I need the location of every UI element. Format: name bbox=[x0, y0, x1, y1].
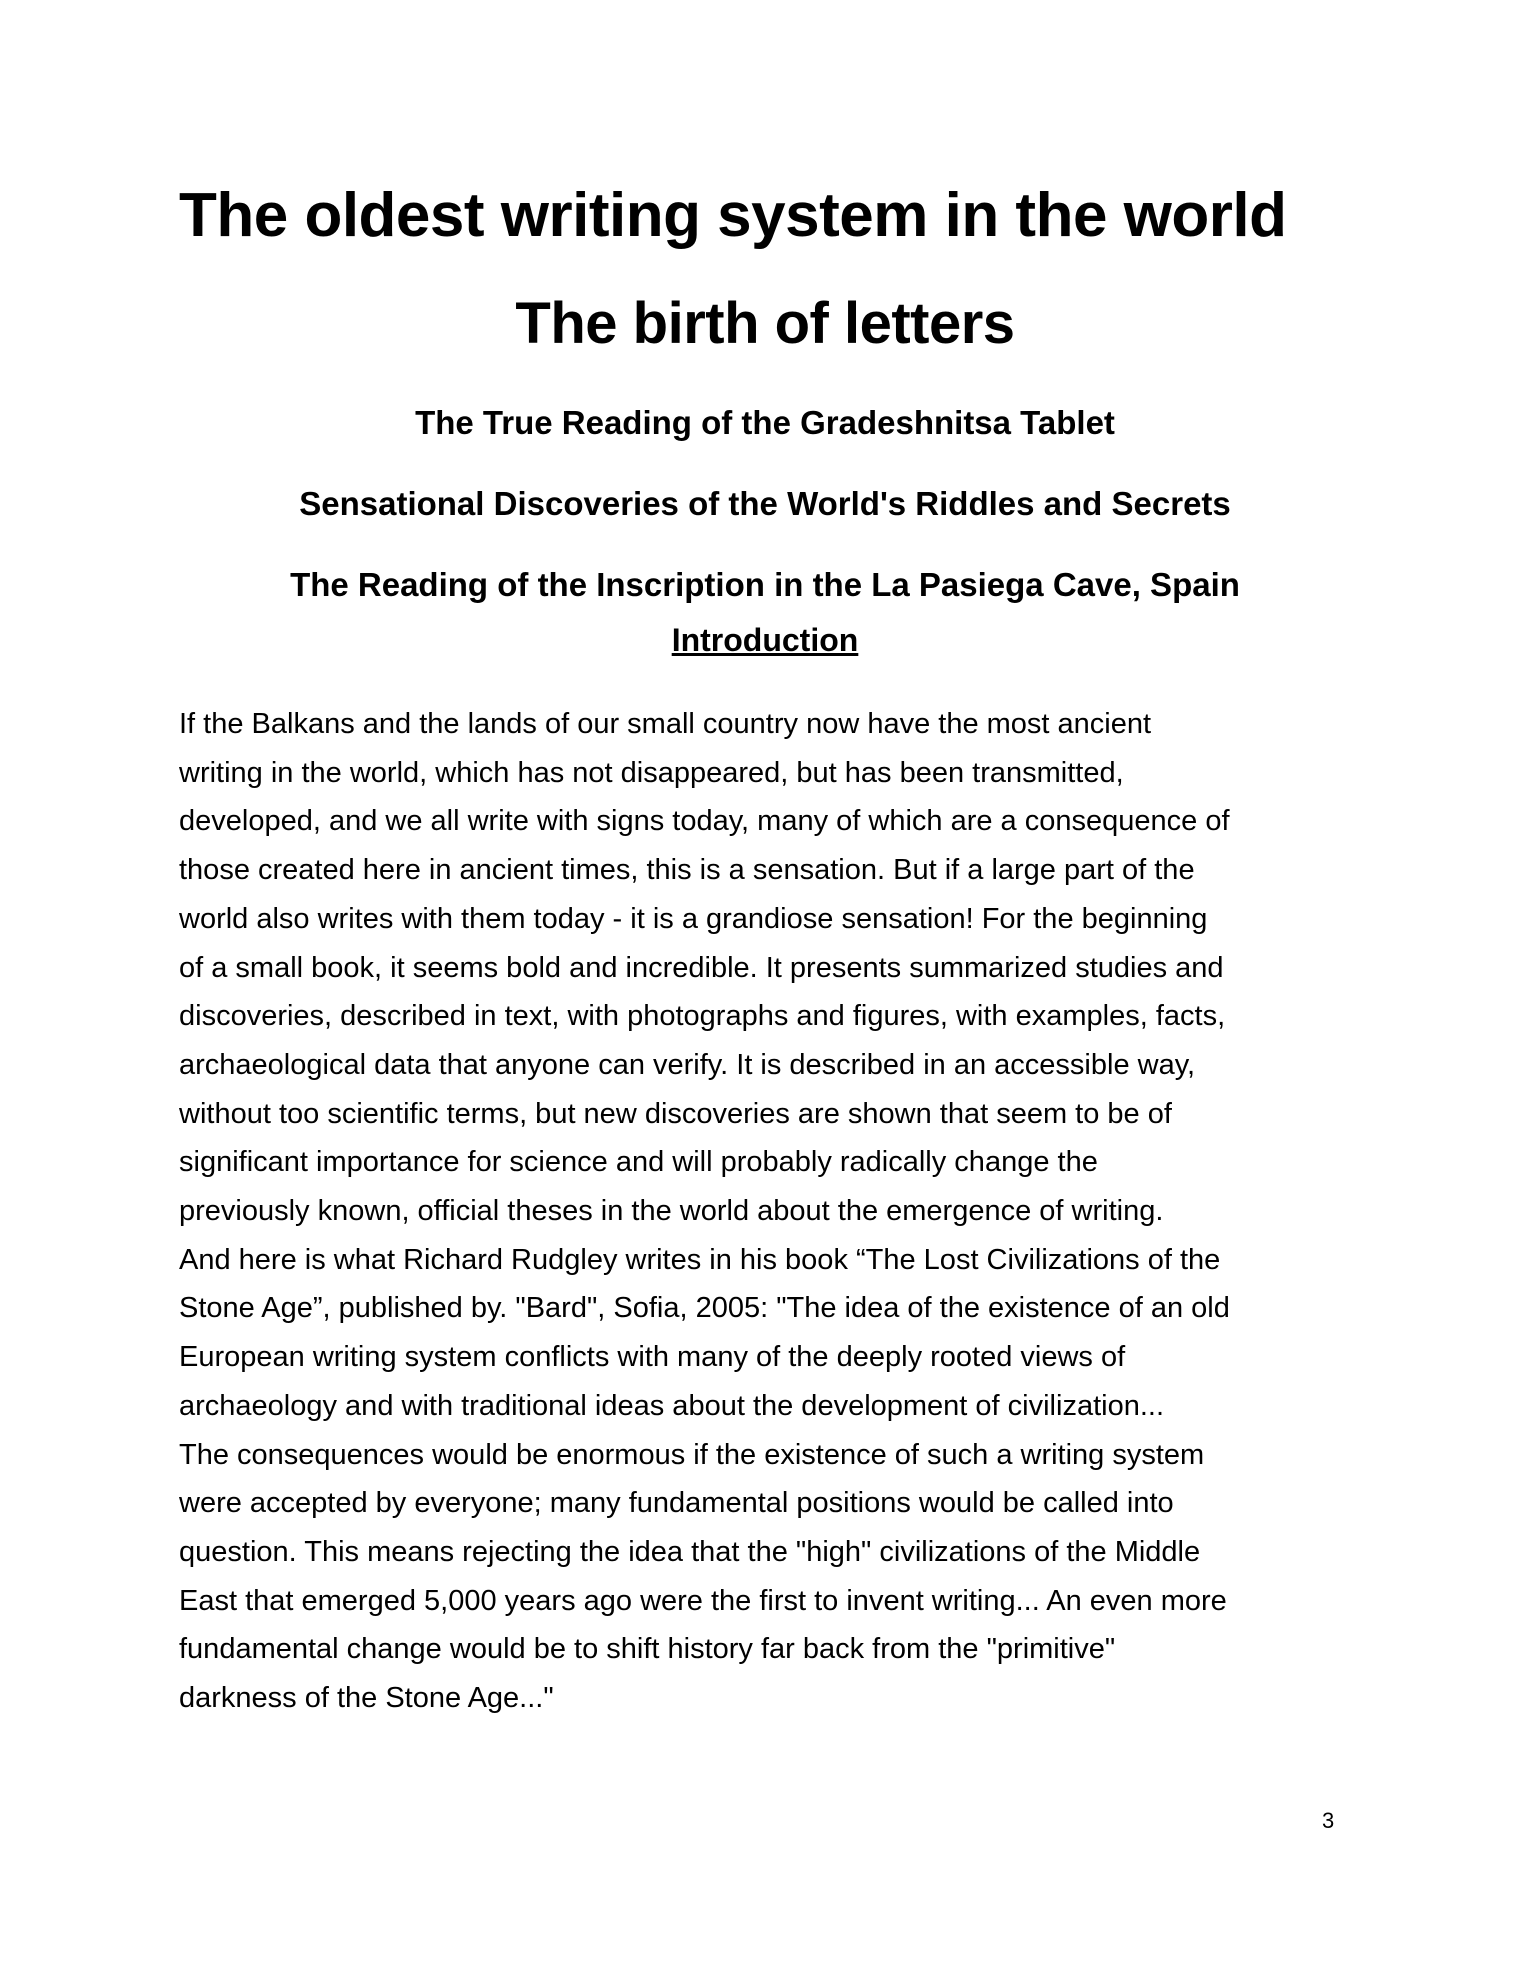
body-line: European writing system conflicts with many of the deeply rooted views of bbox=[179, 1341, 1126, 1374]
document-subtitle: The birth of letters bbox=[515, 291, 1015, 356]
body-line: were accepted by everyone; many fundamental positions would be called into bbox=[179, 1487, 1174, 1520]
body-line: East that emerged 5,000 years ago were the first to invent writing... An even more bbox=[179, 1584, 1227, 1617]
body-line: Stone Age”, published by. "Bard", Sofia, 2005: "The idea of the existence of an old bbox=[179, 1292, 1230, 1325]
page-number: 3 bbox=[1322, 1808, 1335, 1833]
body-text bbox=[179, 700, 1230, 1723]
body-line: archaeological data that anyone can verify. It is described in an accessible way, bbox=[179, 1048, 1196, 1081]
body-line: writing in the world, which has not disappeared, but has been transmitted, bbox=[179, 756, 1124, 789]
subheading: The Reading of the Inscription in the La Pasiega Cave, Spain bbox=[290, 566, 1240, 603]
body-line: fundamental change would be to shift history far back from the "primitive" bbox=[179, 1633, 1116, 1666]
body-line: those created here in ancient times, this is a sensation. But if a large part of the bbox=[179, 854, 1195, 887]
body-line: developed, and we all write with signs today, many of which are a consequence of bbox=[179, 805, 1230, 838]
body-line: And here is what Richard Rudgley writes in his book “The Lost Civilizations of the bbox=[179, 1243, 1221, 1276]
body-line: world also writes with them today - it is a grandiose sensation! For the beginning bbox=[179, 902, 1208, 935]
subheading: The True Reading of the Gradeshnitsa Tablet bbox=[415, 404, 1115, 441]
body-line: If the Balkans and the lands of our small country now have the most ancient bbox=[179, 708, 1152, 740]
body-line: without too scientific terms, but new discoveries are shown that seem to be of bbox=[179, 1097, 1172, 1130]
body-line: of a small book, it seems bold and incredible. It presents summarized studies and bbox=[179, 951, 1224, 984]
body-line: The consequences would be enormous if the existence of such a writing system bbox=[179, 1438, 1205, 1471]
body-line: previously known, official theses in the world about the emergence of writing. bbox=[179, 1195, 1164, 1228]
subheading: Sensational Discoveries of the World's Riddles and Secrets bbox=[299, 485, 1231, 522]
document-title: The oldest writing system in the world bbox=[179, 181, 1287, 250]
body-line: darkness of the Stone Age..." bbox=[179, 1682, 554, 1715]
section-heading-introduction: Introduction bbox=[671, 622, 859, 658]
body-line: significant importance for science and will probably radically change the bbox=[179, 1146, 1098, 1179]
body-line: archaeology and with traditional ideas about the development of civilization... bbox=[179, 1389, 1164, 1422]
body-line: discoveries, described in text, with photographs and figures, with examples, facts, bbox=[179, 1000, 1226, 1033]
body-line: question. This means rejecting the idea that the "high" civilizations of the Middle bbox=[179, 1535, 1201, 1568]
